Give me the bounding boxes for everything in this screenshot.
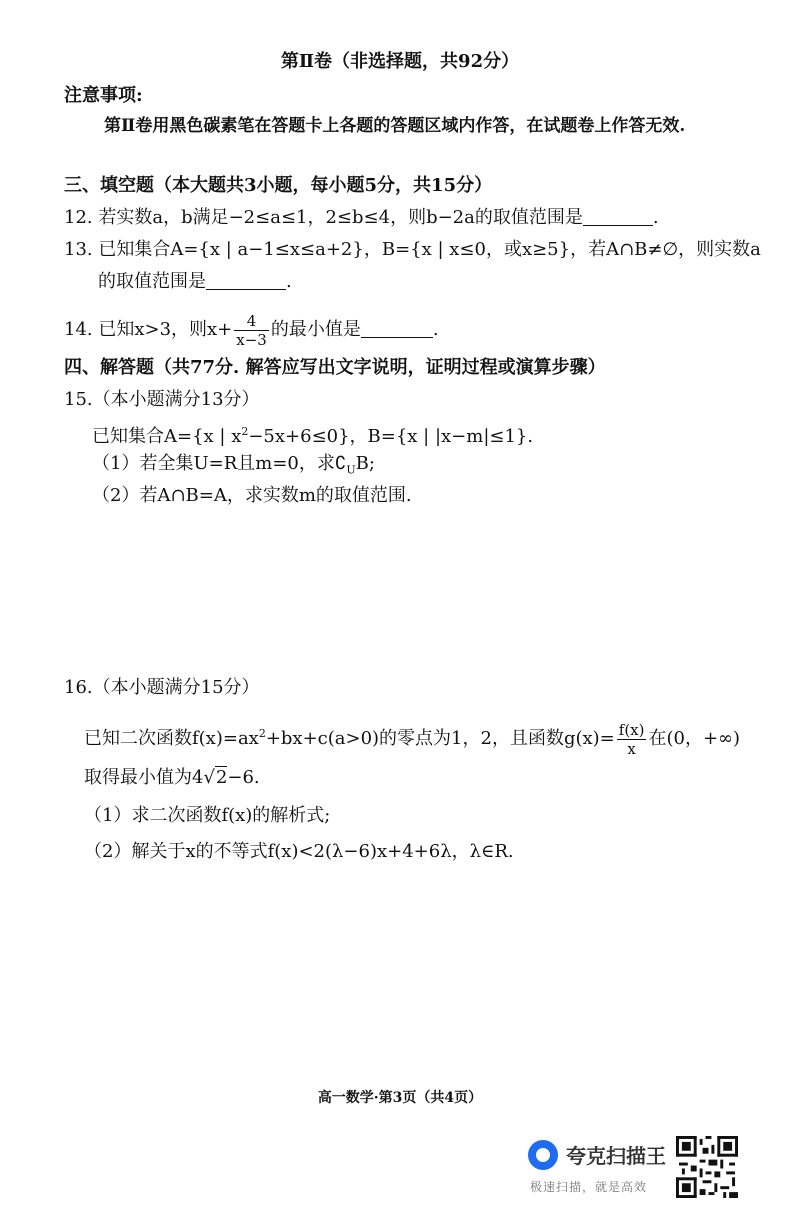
watermark-name: 夸克扫描王 <box>566 1144 666 1168</box>
question-13-line1: 13. 已知集合A={x | a−1≤x≤a+2}，B={x | x≤0，或x≥5}，若A∩B≠∅，则实数a <box>64 239 761 260</box>
q16-sqrt: 2 <box>215 767 228 788</box>
answer-blank <box>361 319 433 338</box>
q16-part2: （2）解关于x的不等式f(x)<2(λ−6)x+4+6λ，λ∈R. <box>84 841 514 862</box>
q15-part1-end: B; <box>355 453 375 474</box>
q16-stem <box>84 714 740 759</box>
q15-part1-sub: U <box>346 463 356 477</box>
q16-line2: 取得最小值为4√2−6. <box>84 767 260 788</box>
section4-heading: 四、解答题（共77分. 解答应写出文字说明，证明过程或演算步骤） <box>64 357 606 378</box>
q15-label: 15.（本小题满分13分） <box>64 389 260 410</box>
q14-end: . <box>432 319 439 340</box>
q16-stem-pre: 已知二次函数f(x)=ax <box>84 728 259 749</box>
q16-part1: （1）求二次函数f(x)的解析式; <box>84 805 331 826</box>
fraction-numerator: f(x) <box>618 720 645 739</box>
q14-text-post: 的最小值是 <box>270 319 361 340</box>
q12-text: 12. 若实数a，b满足−2≤a≤1，2≤b≤4，则b−2a的取值范围是 <box>64 207 583 228</box>
q15-exponent: 2 <box>241 425 249 438</box>
watermark-tagline: 极速扫描，就是高效 <box>530 1180 648 1194</box>
q12-end: . <box>652 207 659 228</box>
qr-code-icon <box>676 1136 738 1198</box>
fraction-denominator: x−3 <box>236 330 267 349</box>
q16-fraction <box>617 721 647 758</box>
question-13-line2 <box>98 270 292 294</box>
q16-label: 16.（本小题满分15分） <box>64 677 260 698</box>
section3-heading: 三、填空题（本大题共3小题，每小题5分，共15分） <box>64 175 493 196</box>
answer-blank <box>583 207 653 226</box>
page-title: 第Ⅱ卷（非选择题，共92分） <box>280 51 520 72</box>
q15-stem-post: −5x+6≤0}，B={x | |x−m|≤1}. <box>248 426 534 447</box>
notice-heading: 注意事项: <box>64 85 143 106</box>
q14-fraction <box>234 312 269 349</box>
page-footer: 高一数学·第3页（共4页） <box>317 1090 483 1106</box>
q13-end: . <box>286 271 292 292</box>
answer-blank <box>206 271 286 290</box>
q16-stem-mid: +bx+c(a>0)的零点为1，2，且函数g(x)= <box>265 728 615 749</box>
fraction-numerator: 4 <box>234 312 269 331</box>
q13-text: 的取值范围是 <box>98 271 206 292</box>
notice-body: 第Ⅱ卷用黑色碳素笔在答题卡上各题的答题区域内作答，在试题卷上作答无效. <box>104 116 686 136</box>
q16-line2-pre: 取得最小值为4 <box>84 767 204 788</box>
scanner-logo-icon <box>528 1140 558 1170</box>
q14-text: 14. 已知x>3，则x+ <box>64 319 233 340</box>
question-14 <box>64 310 439 350</box>
q15-part1 <box>92 452 375 483</box>
fraction-denominator: x <box>627 739 636 758</box>
q16-line2-post: −6. <box>227 767 260 788</box>
q16-stem-post: 在(0，+∞) <box>648 728 741 749</box>
q15-part1-text: （1）若全集U=R且m=0，求∁ <box>92 453 347 474</box>
q15-stem-pre: 已知集合A={x | x <box>92 426 242 447</box>
q16-exponent: 2 <box>258 727 266 740</box>
q15-stem <box>92 420 533 449</box>
question-12 <box>64 206 659 230</box>
q15-part2: （2）若A∩B=A，求实数m的取值范围. <box>92 485 412 506</box>
